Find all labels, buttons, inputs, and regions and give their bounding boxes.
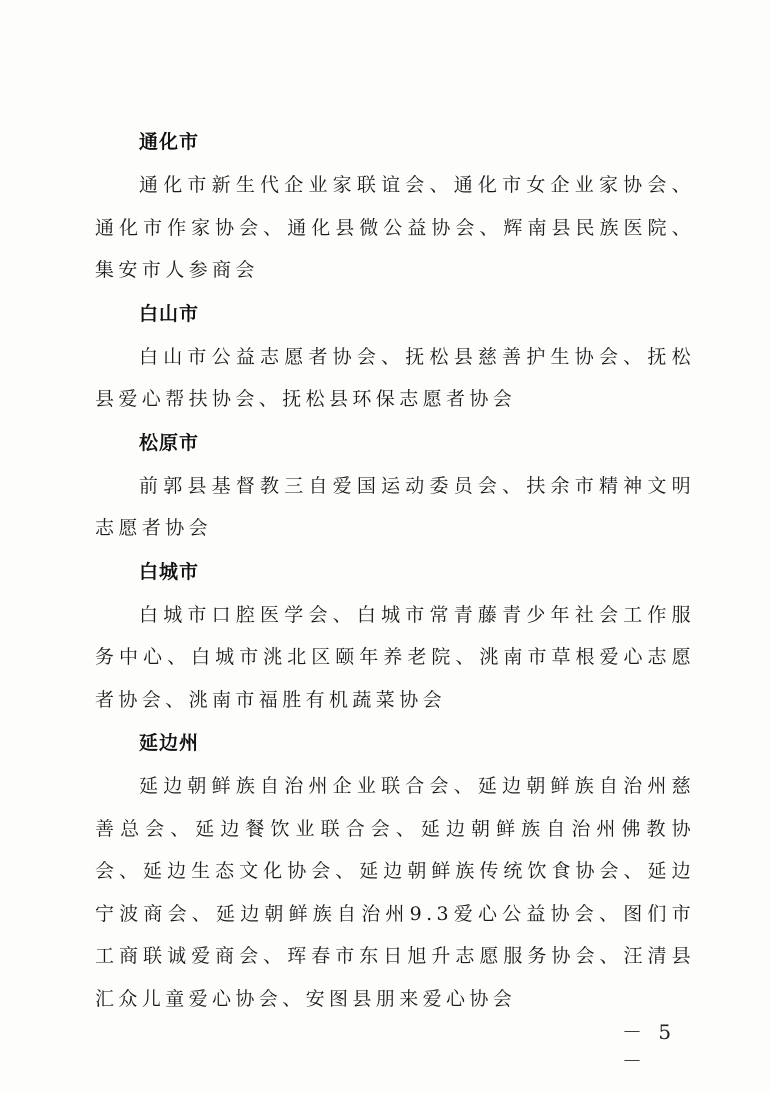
section-text: 白山市公益志愿者协会、抚松县慈善护生协会、抚松县爱心帮扶协会、抚松县环保志愿者协会 [95,345,695,410]
section-heading: 白山市 [139,302,200,325]
section-text: 通化市新生代企业家联谊会、通化市女企业家协会、通化市作家协会、通化县微公益协会、辉南县民族医院、集安市人参商会 [95,174,695,281]
section-heading: 延边州 [139,732,200,754]
section-text: 延边朝鲜族自治州企业联合会、延边朝鲜族自治州慈善总会、延边餐饮业联合会、延边朝鲜族自治州佛教协会、延边生态文化协会、延边朝鲜族传统饮食协会、延边宁波商会、延边朝鲜族自治州9.3爱心公益协会、图们市工商联诚爱商会、珲春市东日旭升志愿服务协会、汪清县汇众儿童爱心协会、安图县朋来爱心协会 [95,775,695,1010]
section-songyuan [95,421,695,550]
section-text: 白城市口腔医学会、白城市常青藤青少年社会工作服务中心、白城市洮北区颐年养老院、洮南市草根爱心志愿者协会、洮南市福胜有机蔬菜协会 [95,603,695,711]
section-baicheng [95,550,695,722]
section-yanbian [95,721,695,1020]
section-heading: 通化市 [139,131,200,153]
section-heading: 白城市 [139,560,200,583]
section-heading: 松原市 [139,431,200,454]
section-baishan [95,292,695,421]
document-body [95,120,695,1020]
page-number: － 5 － [622,1020,677,1073]
section-text: 前郭县基督教三自爱国运动委员会、扶余市精神文明志愿者协会 [95,474,695,539]
section-tonghua [95,120,695,292]
